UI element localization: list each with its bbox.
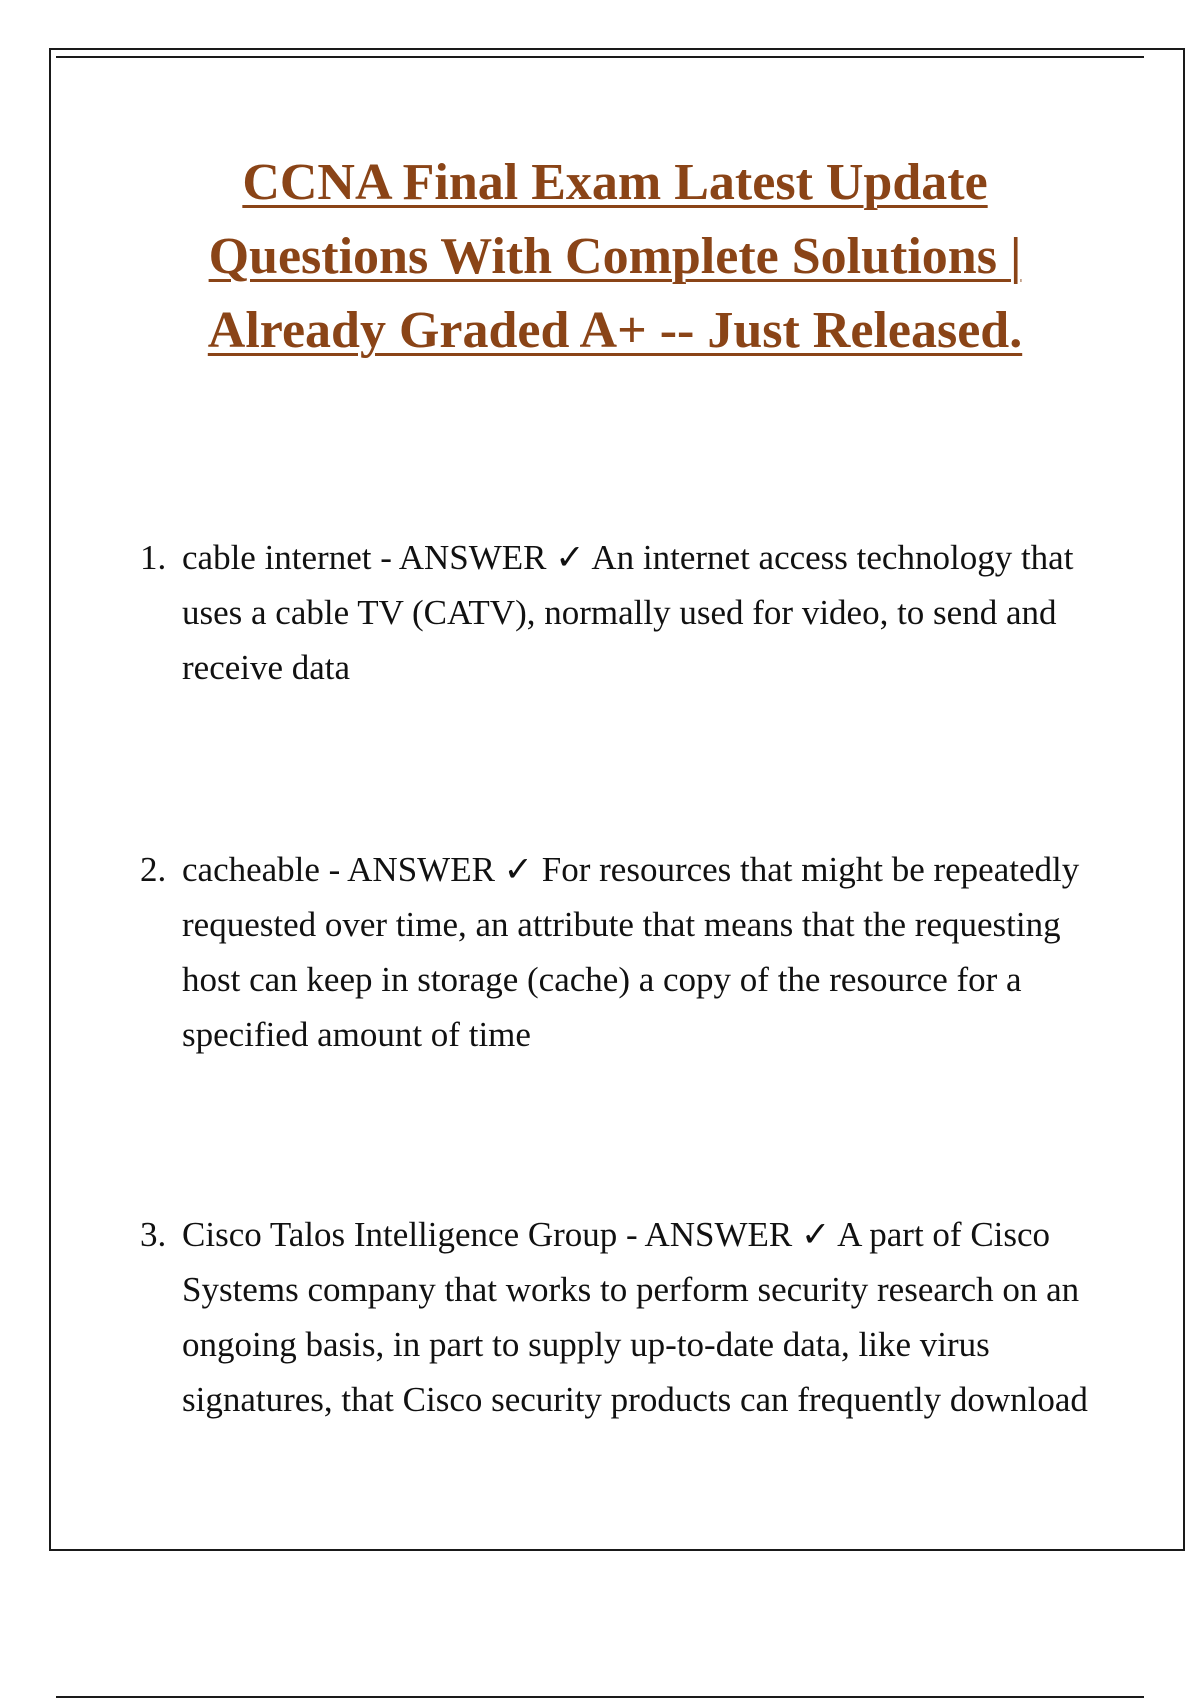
top-rule <box>56 56 1144 58</box>
question-text: Cisco Talos Intelligence Group - ANSWER ✓ A part of Cisco Systems company that works to perform security research on an ongoing basis, in part to supply up-to-date data, like virus signatures, that Cisco security products can frequently download <box>182 1215 1088 1419</box>
question-number: 1. <box>140 538 167 577</box>
question-list <box>140 530 1100 1574</box>
title-line-3: Already Graded A+ -- Just Released. <box>207 302 1023 359</box>
title-line-1: CCNA Final Exam Latest Update <box>242 154 988 211</box>
question-number: 3. <box>140 1215 167 1254</box>
question-text: cable internet - ANSWER ✓ An internet access technology that uses a cable TV (CATV), normally used for video, to send and receive data <box>182 538 1074 687</box>
question-item <box>140 842 1100 1062</box>
question-item <box>140 530 1100 695</box>
document-title <box>140 146 1090 368</box>
question-text: cacheable - ANSWER ✓ For resources that might be repeatedly requested over time, an attribute that means that the requesting host can keep in storage (cache) a copy of the resource for a specified amount of time <box>182 850 1080 1054</box>
title-line-2: Questions With Complete Solutions | <box>208 228 1022 285</box>
question-item <box>140 1207 1100 1427</box>
bottom-rule <box>56 1696 1144 1698</box>
question-number: 2. <box>140 850 167 889</box>
